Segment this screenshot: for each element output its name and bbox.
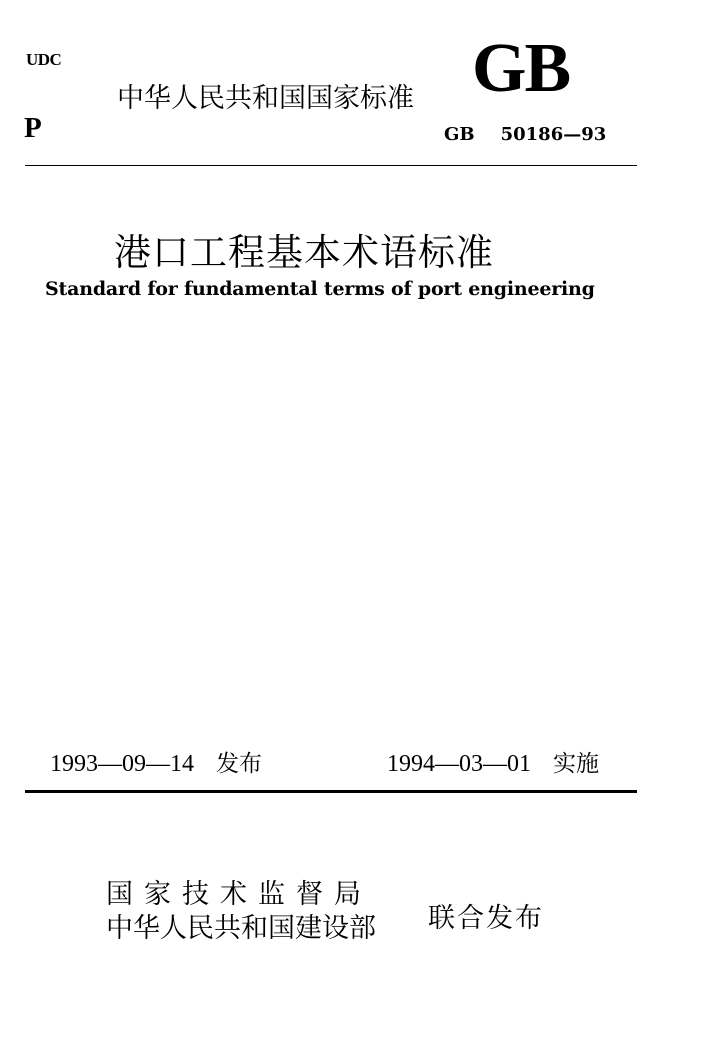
standard-number [444,124,606,145]
udc-label: UDC [26,50,62,69]
issue-date: 1993—09—14 [50,751,194,777]
issue-date-row [50,745,262,778]
effective-date-row [387,745,599,778]
national-standard-heading: 中华人民共和国国家标准 [117,83,414,114]
gb-logo: GB [472,30,570,107]
publisher-2: 中华人民共和国建设部 [106,913,376,944]
title-chinese: 港口工程基本术语标准 [114,231,494,274]
publisher-1: 国家技术监督局 [106,879,372,910]
publishers-block [106,878,376,946]
category-code: P [24,112,42,144]
issue-label: 发布 [216,751,262,777]
standard-code: 50186—93 [500,124,607,145]
header-divider [25,165,637,166]
joint-release-label: 联合发布 [428,903,544,934]
effective-label: 实施 [553,751,599,777]
standard-prefix: GB [444,124,475,145]
title-english: Standard for fundamental terms of port engineering [45,278,595,300]
effective-date: 1994—03—01 [387,751,531,777]
footer-divider [25,790,637,793]
